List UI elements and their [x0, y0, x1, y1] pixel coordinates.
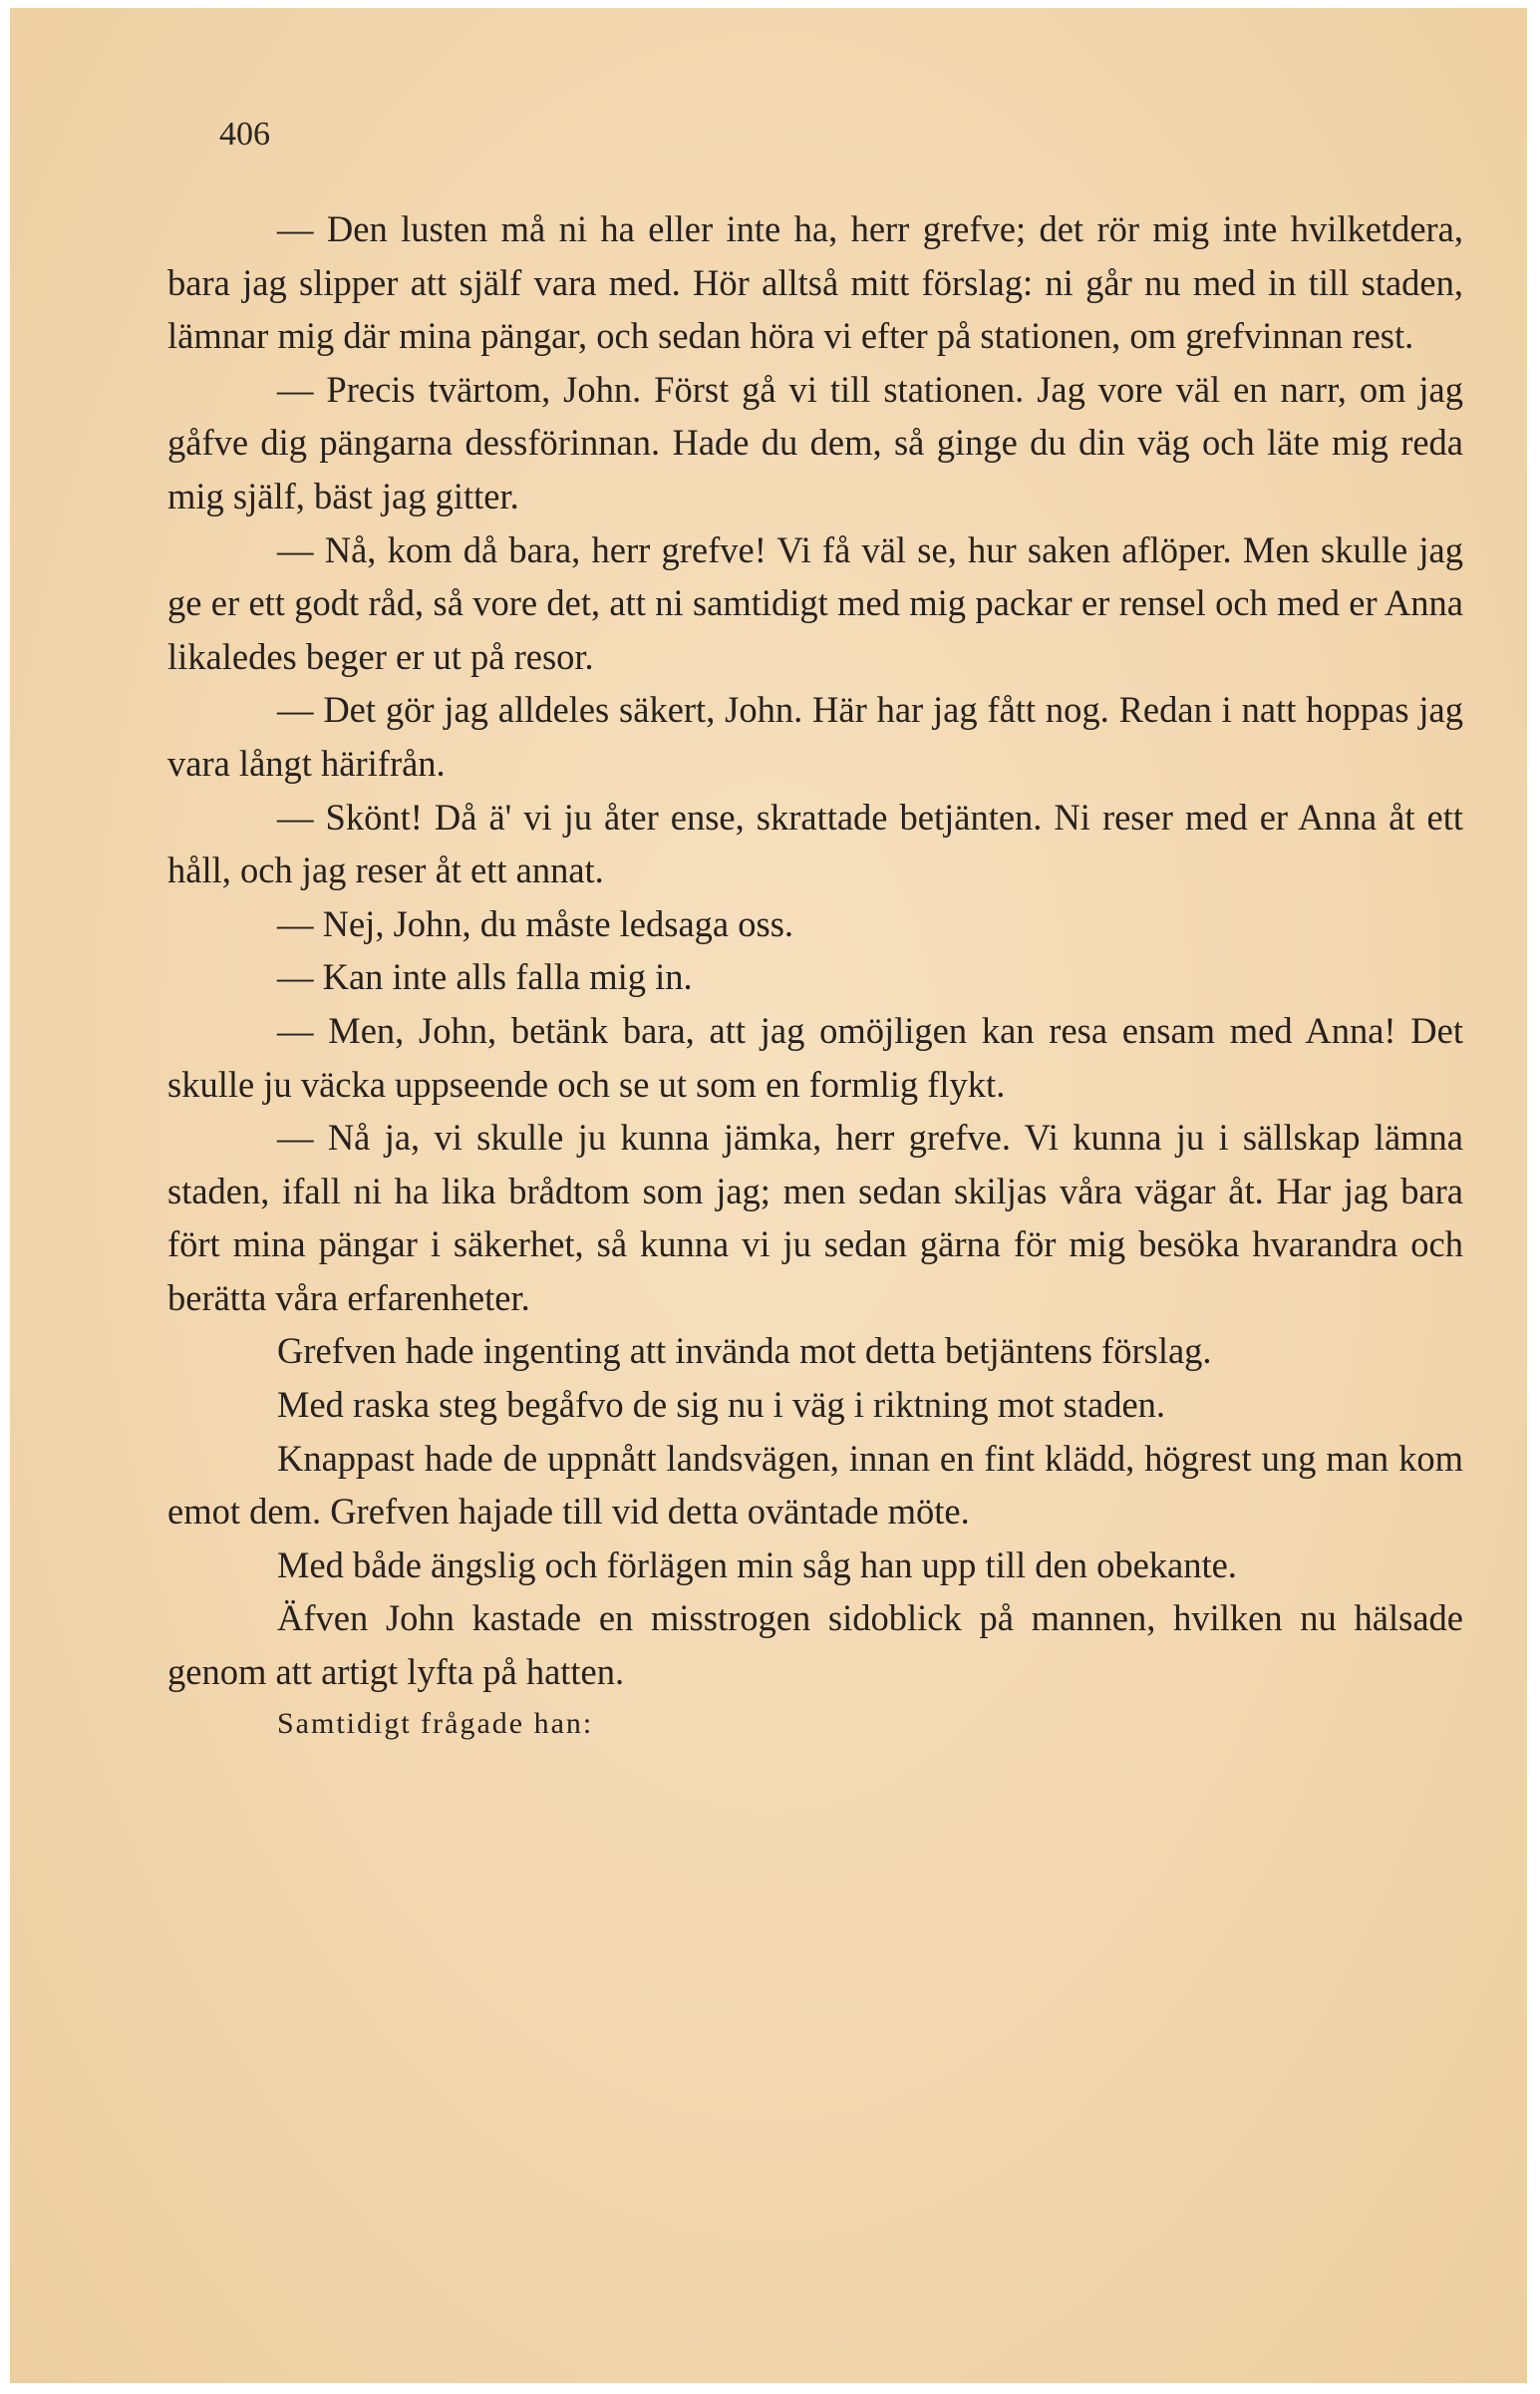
paragraph: — Nej, John, du måste ledsaga oss. — [277, 902, 794, 944]
paragraph: — Det gör jag alldeles säkert, John. Här har jag fått nog. Redan i natt hoppas jag vara långt härifrån. — [167, 689, 1463, 784]
paragraph: Med raska steg begåfvo de sig nu i väg i riktning mot staden. — [277, 1384, 1166, 1426]
paragraph: — Men, John, betänk bara, att jag omöjligen kan resa ensam med Anna! Det skulle ju väcka uppseende och se ut som en formlig flykt. — [167, 1009, 1463, 1105]
paragraph: — Nå, kom då bara, herr grefve! Vi få väl se, hur saken aflöper. Men skulle jag ge er ett godt råd, så vore det, att ni samtidigt med mig packar er rensel och med er Anna likaledes beger er ut på resor. — [167, 528, 1463, 677]
book-page — [10, 8, 1527, 2383]
paragraph: Äfven John kastade en misstrogen sidoblick på mannen, hvilken nu hälsade genom att artigt lyfta på hatten. — [167, 1597, 1463, 1693]
paragraph: — Precis tvärtom, John. Först gå vi till stationen. Jag vore väl en narr, om jag gåfve dig pängarna dessförinnan. Hade du dem, så ginge du din väg och läte mig reda mig själf, bäst jag gitter. — [167, 368, 1463, 516]
paragraph: Knappast hade de uppnått landsvägen, innan en fint klädd, högrest ung man kom emot dem. Grefven hajade till vid detta oväntade möte. — [167, 1437, 1463, 1533]
page-body-text — [167, 202, 1463, 1747]
closing-line: Samtidigt frågade han: — [277, 1706, 594, 1740]
paragraph: — Kan inte alls falla mig in. — [277, 956, 693, 998]
paragraph: Grefven hade ingenting att invända mot detta betjäntens förslag. — [277, 1330, 1212, 1372]
paragraph: — Nå ja, vi skulle ju kunna jämka, herr grefve. Vi kunna ju i sällskap lämna staden, ifall ni ha lika brådtom som jag; men sedan skiljas våra vägar åt. Har jag bara fört mina pängar i säkerhet, så kunna vi ju sedan gärna för mig besöka hvarandra och berätta våra erfarenheter. — [167, 1117, 1463, 1318]
page-number: 406 — [219, 116, 270, 153]
paragraph: — Den lusten må ni ha eller inte ha, herr grefve; det rör mig inte hvilketdera, bara jag slipper att själf vara med. Hör alltså mitt förslag: ni går nu med in till staden, lämnar mig där mina pängar, och sedan höra vi efter på stationen, om grefvinnan rest. — [167, 208, 1463, 357]
paragraph: — Skönt! Då ä' vi ju åter ense, skrattade betjänten. Ni reser med er Anna åt ett håll, och jag reser åt ett annat. — [167, 796, 1463, 891]
paragraph: Med både ängslig och förlägen min såg han upp till den obekante. — [277, 1543, 1237, 1585]
